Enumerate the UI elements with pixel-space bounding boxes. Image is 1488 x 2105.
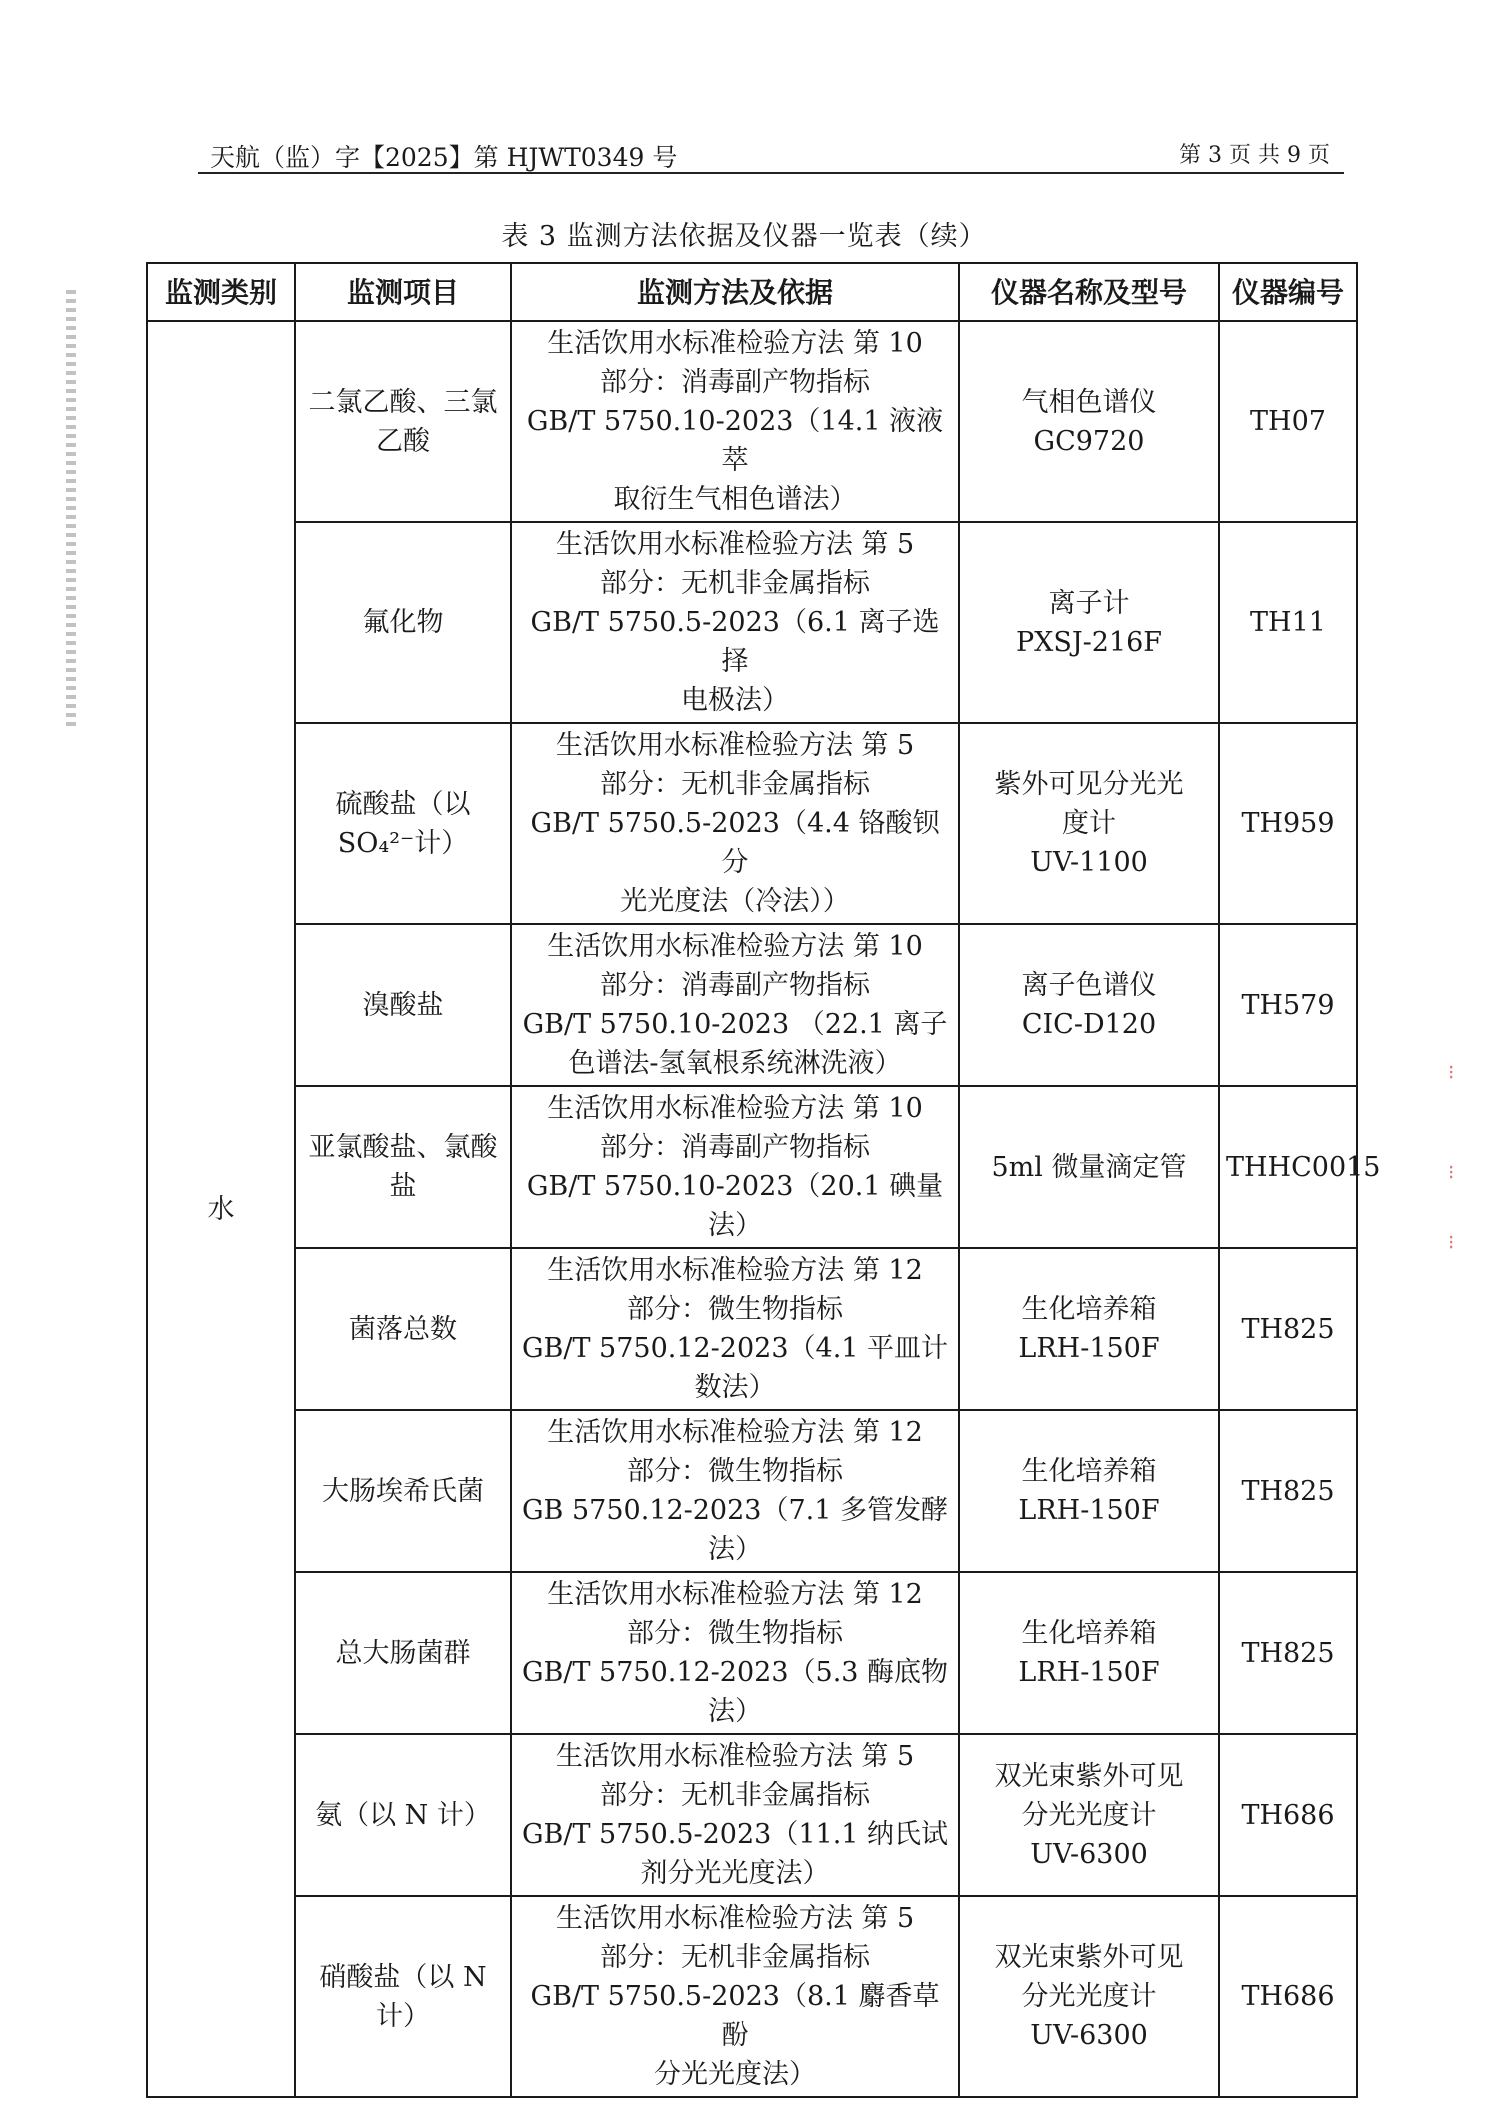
instrument-code-cell: TH11 xyxy=(1219,522,1357,723)
seal-fragment-mark: ⁝ xyxy=(1448,1230,1455,1254)
instrument-code-cell: TH686 xyxy=(1219,1896,1357,2097)
instrument-line: LRH-150F xyxy=(1018,1657,1160,1688)
item-cell: 氨（以 N 计） xyxy=(295,1734,511,1896)
method-line: 剂分光光度法） xyxy=(640,1858,830,1889)
method-line: GB/T 5750.10-2023（14.1 液液萃 xyxy=(526,406,944,476)
instrument-line: 双光束紫外可见 xyxy=(994,1942,1184,1973)
method-line: GB/T 5750.5-2023（4.4 铬酸钡分 xyxy=(530,808,940,878)
method-line: 部分：微生物指标 xyxy=(627,1456,843,1487)
instrument-line: 紫外可见分光光 xyxy=(994,769,1184,800)
instrument-line: 双光束紫外可见 xyxy=(994,1760,1184,1792)
instrument-code-cell: TH959 xyxy=(1219,723,1357,924)
instrument-line: 气相色谱仪 xyxy=(1021,386,1157,418)
method-cell xyxy=(511,321,959,522)
method-line: 部分：微生物指标 xyxy=(627,1618,843,1649)
method-line: 生活饮用水标准检验方法 第 10 xyxy=(547,328,923,359)
method-line: 法） xyxy=(708,1696,762,1727)
method-line: 生活饮用水标准检验方法 第 5 xyxy=(555,529,915,560)
item-cell: 氟化物 xyxy=(295,522,511,723)
instrument-cell xyxy=(959,1734,1219,1896)
instrument-cell xyxy=(959,1896,1219,2097)
table-row xyxy=(147,1248,1357,1410)
instrument-line: 5ml 微量滴定管 xyxy=(991,1151,1187,1183)
item-cell: 硫酸盐（以SO₄²⁻计） xyxy=(295,723,511,924)
instrument-code-cell: TH579 xyxy=(1219,924,1357,1086)
page-header xyxy=(198,138,1344,174)
instrument-line: 离子计 xyxy=(1048,587,1130,619)
method-line: GB/T 5750.5-2023（6.1 离子选择 xyxy=(530,607,940,677)
method-line: 取衍生气相色谱法） xyxy=(613,484,857,515)
instrument-line: 生化培养箱 xyxy=(1021,1294,1157,1325)
instrument-line: GC9720 xyxy=(1033,425,1145,457)
table-row xyxy=(147,723,1357,924)
method-line: GB/T 5750.12-2023（5.3 酶底物 xyxy=(521,1657,949,1688)
instrument-code-cell: TH825 xyxy=(1219,1410,1357,1572)
item-cell: 二氯乙酸、三氯乙酸 xyxy=(295,321,511,522)
method-cell xyxy=(511,1410,959,1572)
seal-fragment-mark: ⁝ xyxy=(1448,1160,1455,1184)
instrument-line: 生化培养箱 xyxy=(1021,1618,1157,1649)
method-line: 生活饮用水标准检验方法 第 12 xyxy=(547,1417,923,1448)
instrument-line: LRH-150F xyxy=(1018,1495,1160,1526)
method-line: 电极法） xyxy=(681,685,789,716)
instrument-code-cell: TH825 xyxy=(1219,1572,1357,1734)
column-header: 监测方法及依据 xyxy=(511,263,959,321)
method-cell xyxy=(511,723,959,924)
item-cell: 亚氯酸盐、氯酸盐 xyxy=(295,1086,511,1248)
method-line: 部分：微生物指标 xyxy=(627,1294,843,1325)
methods-table xyxy=(146,262,1381,2098)
instrument-line: LRH-150F xyxy=(1018,1333,1160,1364)
instrument-line: 分光光度计 xyxy=(1021,1799,1157,1831)
instrument-cell xyxy=(959,924,1219,1086)
instrument-code-cell: TH825 xyxy=(1219,1248,1357,1410)
method-line: 部分：消毒副产物指标 xyxy=(600,970,870,1001)
method-line: GB/T 5750.5-2023（11.1 纳氏试 xyxy=(521,1819,949,1850)
table-header-row xyxy=(147,263,1357,321)
column-header: 监测项目 xyxy=(295,263,511,321)
method-cell xyxy=(511,1086,959,1248)
method-line: 数法） xyxy=(694,1372,776,1403)
column-header: 仪器编号 xyxy=(1219,263,1357,321)
table-row xyxy=(147,1734,1357,1896)
table-row xyxy=(147,1896,1357,2097)
method-line: 部分：无机非金属指标 xyxy=(600,1942,870,1973)
binding-edge-mark xyxy=(66,290,76,730)
method-line: 色谱法-氢氧根系统淋洗液） xyxy=(568,1048,902,1079)
method-line: 生活饮用水标准检验方法 第 12 xyxy=(547,1579,923,1610)
instrument-line: UV-6300 xyxy=(1030,1838,1148,1870)
method-cell xyxy=(511,1734,959,1896)
method-line: 部分：无机非金属指标 xyxy=(600,769,870,800)
method-line: 部分：消毒副产物指标 xyxy=(600,367,870,398)
method-line: GB/T 5750.10-2023（20.1 碘量 xyxy=(526,1171,944,1202)
instrument-line: 度计 xyxy=(1062,808,1116,839)
instrument-cell xyxy=(959,1572,1219,1734)
method-line: 分光光度法） xyxy=(654,2059,816,2090)
method-line: 法） xyxy=(708,1210,762,1241)
instrument-cell xyxy=(959,321,1219,522)
method-line: 部分：消毒副产物指标 xyxy=(600,1132,870,1163)
item-cell: 总大肠菌群 xyxy=(295,1572,511,1734)
method-line: 部分：无机非金属指标 xyxy=(600,568,870,599)
instrument-cell xyxy=(959,1248,1219,1410)
table-title: 表 3 监测方法依据及仪器一览表（续） xyxy=(501,221,987,252)
item-cell: 溴酸盐 xyxy=(295,924,511,1086)
method-line: 光光度法（冷法）） xyxy=(620,886,850,917)
instrument-line: 离子色谱仪 xyxy=(1021,970,1157,1001)
instrument-line: CIC-D120 xyxy=(1021,1009,1157,1040)
method-line: GB/T 5750.12-2023（4.1 平皿计 xyxy=(521,1333,949,1364)
table-row xyxy=(147,321,1357,522)
method-line: GB 5750.12-2023（7.1 多管发酵 xyxy=(521,1495,948,1526)
table-row xyxy=(147,1086,1357,1248)
method-cell xyxy=(511,522,959,723)
method-cell xyxy=(511,1248,959,1410)
document-number: 天航（监）字【2025】第 HJWT0349 号 xyxy=(210,143,678,172)
table-row xyxy=(147,522,1357,723)
instrument-cell xyxy=(959,522,1219,723)
method-line: 生活饮用水标准检验方法 第 5 xyxy=(555,1741,915,1772)
instrument-line: PXSJ-216F xyxy=(1015,626,1163,658)
table-row xyxy=(147,1572,1357,1734)
item-cell: 菌落总数 xyxy=(295,1248,511,1410)
instrument-line: UV-6300 xyxy=(1030,2020,1148,2051)
instrument-cell xyxy=(959,1086,1219,1248)
method-line: 生活饮用水标准检验方法 第 10 xyxy=(547,1093,923,1124)
method-cell xyxy=(511,1572,959,1734)
instrument-line: 生化培养箱 xyxy=(1021,1456,1157,1487)
method-cell xyxy=(511,1896,959,2097)
column-header: 监测类别 xyxy=(147,263,295,321)
instrument-code-cell: TH07 xyxy=(1219,321,1357,522)
instrument-line: 分光光度计 xyxy=(1021,1981,1157,2012)
page-indicator: 第 3 页 共 9 页 xyxy=(1179,143,1330,168)
method-line: 法） xyxy=(708,1534,762,1565)
table-row xyxy=(147,1410,1357,1572)
method-line: 生活饮用水标准检验方法 第 5 xyxy=(555,1903,915,1934)
instrument-cell xyxy=(959,723,1219,924)
method-line: 生活饮用水标准检验方法 第 12 xyxy=(547,1255,923,1286)
column-header: 仪器名称及型号 xyxy=(959,263,1219,321)
item-cell: 大肠埃希氏菌 xyxy=(295,1410,511,1572)
seal-fragment-mark: ⁝ xyxy=(1448,1060,1455,1084)
instrument-code-cell: TH686 xyxy=(1219,1734,1357,1896)
item-cell: 硝酸盐（以 N 计） xyxy=(295,1896,511,2097)
method-line: 部分：无机非金属指标 xyxy=(600,1780,870,1811)
method-line: 生活饮用水标准检验方法 第 10 xyxy=(547,931,923,962)
instrument-line: UV-1100 xyxy=(1030,847,1148,878)
method-line: 生活饮用水标准检验方法 第 5 xyxy=(555,730,915,761)
category-cell: 水 xyxy=(147,321,295,2097)
method-line: GB/T 5750.10-2023 （22.1 离子 xyxy=(522,1009,948,1040)
instrument-code-cell: THHC0015 xyxy=(1219,1086,1357,1248)
method-cell xyxy=(511,924,959,1086)
table-row xyxy=(147,924,1357,1086)
instrument-cell xyxy=(959,1410,1219,1572)
method-line: GB/T 5750.5-2023（8.1 麝香草酚 xyxy=(530,1981,940,2051)
